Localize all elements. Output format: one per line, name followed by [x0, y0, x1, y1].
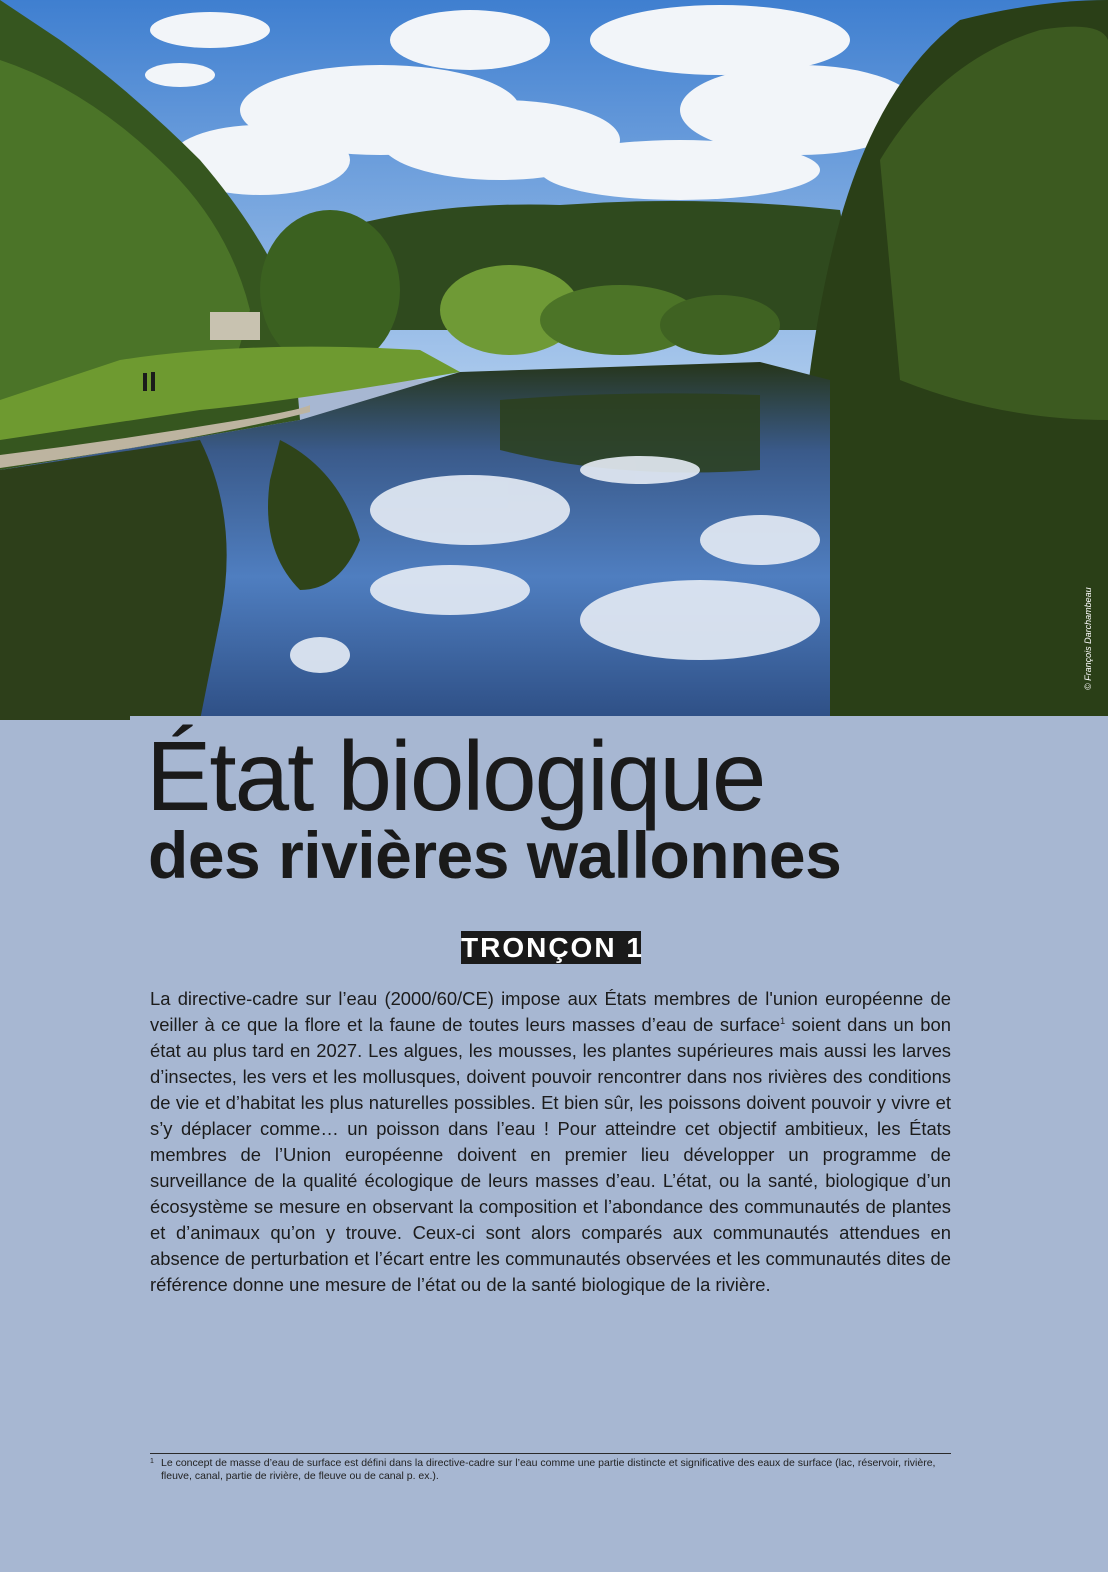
page-title-line1: État biologique [146, 721, 765, 831]
page-title-line2: des rivières wallonnes [148, 818, 842, 892]
body-text-part1: La directive-cadre sur l’eau (2000/60/CE) impose aux États membres de l'union européenne de veiller à ce que la flore et la faune de toutes leurs masses d’eau de surface [150, 988, 951, 1035]
section-tag: TRONÇON 1 [461, 932, 644, 963]
river-landscape-image [0, 0, 1108, 735]
footnote-divider [150, 1453, 951, 1454]
footnote-reference[interactable]: 1 [780, 1015, 786, 1026]
body-paragraph [150, 986, 951, 1298]
footnote-mark: 1 [150, 1458, 154, 1465]
footnote [150, 1457, 951, 1483]
footnote-text: Le concept de masse d’eau de surface est défini dans la directive-cadre sur l’eau comme une partie distincte et significative des eaux de surface (lac, réservoir, rivière, fleuve, canal, partie de rivière, de fleuve ou de canal p. ex.). [161, 1457, 936, 1482]
body-text-part2: soient dans un bon état au plus tard en 2027. Les algues, les mousses, les plantes supérieures mais aussi les larves d’insectes, les vers et les mollusques, doivent pouvoir rencontrer dans nos rivières des conditions de vie et d’habitat les plus naturelles possibles. Et bien sûr, les poissons doivent pouvoir y vivre et s’y déplacer comme… un poisson dans l’eau ! Pour atteindre cet objectif ambitieux, les États membres de l’Union européenne doivent en premier lieu développer un programme de surveillance de la qualité écologique de leurs masses d’eau. L’état, ou la santé, biologique d’un écosystème se mesure en observant la composition et l’abondance des communautés de plantes et d’animaux qu’on y trouve. Ceux-ci sont alors comparés aux communautés attendues en absence de perturbation et l’écart entre les communautés observées et les communautés dites de référence donne une mesure de l’état ou de la santé biologique de la rivière. [150, 1014, 951, 1295]
hero-photo [0, 0, 1108, 735]
photo-credit: © François Darchambeau [1083, 587, 1093, 690]
